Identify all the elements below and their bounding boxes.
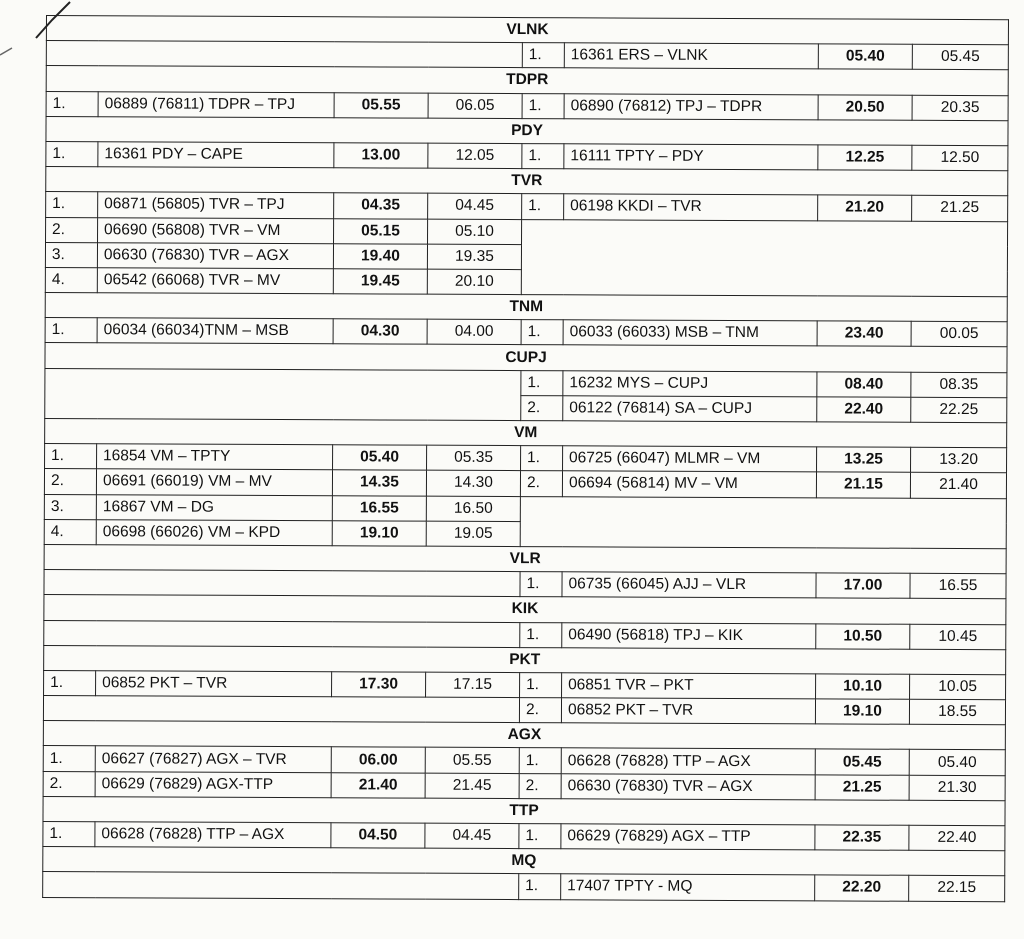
right-serial-number: 1. [522,194,564,219]
right-train-name: 06725 (66047) MLMR – VM [563,446,817,472]
left-serial-number: 1. [45,318,97,343]
right-serial-number: 1. [521,446,563,471]
right-serial-number: 1. [519,874,561,899]
right-arrival-time: 19.10 [815,699,909,725]
left-departure-time: 14.30 [426,471,520,497]
timetable-row [45,368,1007,397]
left-serial-number: 2. [46,217,98,242]
left-train-name: 06690 (56808) TVR – VM [98,217,334,243]
left-blank-cell [46,41,522,68]
right-arrival-time: 12.25 [818,145,912,171]
right-arrival-time: 10.50 [816,623,910,649]
left-train-name: 06628 (76828) TTP – AGX [95,822,331,848]
left-arrival-time: 05.55 [334,92,428,118]
right-departure-time: 05.45 [912,44,1008,70]
right-train-name: 16111 TPTY – PDY [564,144,818,170]
left-blank-cell [44,570,520,597]
right-arrival-time: 05.40 [818,44,912,70]
left-arrival-time: 06.00 [331,747,425,773]
station-code: TTP [43,796,1005,825]
left-departure-time: 12.05 [428,143,522,169]
left-arrival-time: 04.35 [334,193,428,219]
left-train-name: 16867 VM – DG [96,494,332,520]
right-serial-number: 2. [519,698,561,723]
right-departure-time: 00.05 [911,322,1007,348]
left-serial-number: 1. [46,192,98,217]
right-arrival-time: 22.40 [817,397,911,423]
left-departure-time: 16.50 [426,496,520,522]
station-code: TVR [46,167,1008,196]
right-departure-time: 22.40 [909,825,1005,851]
left-departure-time: 04.45 [425,823,519,849]
timetable-row [43,872,1005,901]
left-train-name: 06691 (66019) VM – MV [96,469,332,495]
right-train-name: 06852 PKT – TVR [561,698,815,724]
station-code: TNM [45,293,1007,322]
right-train-name: 06890 (76812) TPJ – TDPR [564,93,818,119]
left-train-name: 06542 (66068) TVR – MV [97,268,333,294]
right-train-name: 06033 (66033) MSB – TNM [563,320,817,346]
right-departure-time: 10.45 [910,624,1006,650]
left-train-name: 06871 (56805) TVR – TPJ [98,192,334,218]
left-arrival-time: 21.40 [331,772,425,798]
right-serial-number: 2. [520,471,562,496]
left-serial-number: 1. [44,670,96,695]
right-serial-number: 2. [519,773,561,798]
right-departure-time: 21.40 [910,473,1006,499]
right-arrival-time: 17.00 [816,573,910,599]
left-serial-number: 4. [44,519,96,544]
left-departure-time: 20.10 [427,269,521,295]
station-code: VM [45,418,1007,447]
right-train-name: 06851 TVR – PKT [562,673,816,699]
left-blank-cell [44,620,520,647]
right-train-name: 16361 ERS – VLNK [564,43,818,69]
left-departure-time: 19.05 [426,521,520,547]
right-departure-time: 22.25 [911,397,1007,423]
left-train-name: 06630 (76830) TVR – AGX [97,242,333,268]
left-arrival-time: 17.30 [332,672,426,698]
left-arrival-time: 05.40 [333,445,427,471]
left-arrival-time: 19.45 [333,269,427,295]
left-departure-time: 05.35 [427,445,521,471]
left-serial-number: 1. [43,821,95,846]
right-serial-number: 1. [519,824,561,849]
left-serial-number: 4. [45,267,97,292]
right-train-name: 06735 (66045) AJJ – VLR [562,572,816,598]
right-arrival-time: 08.40 [817,371,911,397]
right-departure-time: 08.35 [911,372,1007,398]
left-arrival-time: 13.00 [334,143,428,169]
left-serial-number: 2. [43,771,95,796]
left-blank-cell [43,872,519,899]
right-departure-time: 18.55 [909,699,1005,725]
right-departure-time: 21.30 [909,775,1005,801]
right-serial-number: 1. [522,93,564,118]
left-arrival-time: 14.35 [332,470,426,496]
right-arrival-time: 20.50 [818,94,912,120]
right-blank-cell [520,496,1006,548]
right-serial-number: 1. [521,370,563,395]
right-departure-time: 21.25 [912,196,1008,222]
right-train-name: 06198 KKDI – TVR [564,194,818,220]
left-train-name: 06034 (66034)TNM – MSB [97,318,333,344]
left-train-name: 06698 (66026) VM – KPD [96,519,332,545]
left-arrival-time: 19.10 [332,521,426,547]
left-serial-number: 3. [44,494,96,519]
left-departure-time: 19.35 [427,244,521,270]
left-train-name: 16854 VM – TPTY [97,444,333,470]
right-serial-number: 1. [519,748,561,773]
right-serial-number: 1. [520,622,562,647]
left-departure-time: 04.45 [428,193,522,219]
left-blank-cell [45,368,521,420]
right-serial-number: 1. [520,672,562,697]
train-timetable [42,15,1009,902]
station-code: KIK [44,595,1006,624]
right-train-name: 06694 (56814) MV – VM [562,471,816,497]
left-train-name: 06852 PKT – TVR [96,671,332,697]
station-code: MQ [43,847,1005,876]
left-arrival-time: 16.55 [332,495,426,521]
station-code: TDPR [46,66,1008,95]
right-serial-number: 2. [521,395,563,420]
right-train-name: 06628 (76828) TTP – AGX [561,748,815,774]
right-arrival-time: 21.15 [816,472,910,498]
left-train-name: 06629 (76829) AGX-TTP [95,771,331,797]
right-arrival-time: 22.20 [815,875,909,901]
left-serial-number: 2. [44,469,96,494]
left-serial-number: 1. [45,444,97,469]
right-serial-number: 1. [522,144,564,169]
right-departure-time: 12.50 [912,145,1008,171]
left-arrival-time: 05.15 [334,218,428,244]
right-arrival-time: 22.35 [815,825,909,851]
right-arrival-time: 13.25 [817,447,911,473]
left-arrival-time: 04.30 [333,319,427,345]
right-departure-time: 22.15 [909,876,1005,902]
station-code: VLNK [46,16,1008,45]
left-departure-time: 04.00 [427,319,521,345]
station-code: CUPJ [45,343,1007,372]
left-departure-time: 17.15 [426,672,520,698]
right-departure-time: 13.20 [911,447,1007,473]
right-departure-time: 20.35 [912,95,1008,121]
left-arrival-time: 19.40 [333,243,427,269]
left-departure-time: 05.55 [425,748,519,774]
left-train-name: 06889 (76811) TDPR – TPJ [98,91,334,117]
right-arrival-time: 05.45 [815,749,909,775]
left-departure-time: 05.10 [428,219,522,245]
left-arrival-time: 04.50 [331,823,425,849]
right-train-name: 06122 (76814) SA – CUPJ [563,396,817,422]
right-arrival-time: 23.40 [817,321,911,347]
left-serial-number: 1. [46,91,98,116]
right-arrival-time: 21.20 [818,195,912,221]
right-train-name: 06490 (56818) TPJ – KIK [562,622,816,648]
right-departure-time: 16.55 [910,573,1006,599]
station-code: PKT [44,645,1006,674]
right-departure-time: 05.40 [909,750,1005,776]
left-serial-number: 1. [43,746,95,771]
left-departure-time: 21.45 [425,773,519,799]
station-code: AGX [43,721,1005,750]
station-code: VLR [44,544,1006,573]
left-train-name: 06627 (76827) AGX – TVR [95,746,331,772]
right-arrival-time: 10.10 [816,674,910,700]
right-departure-time: 10.05 [910,674,1006,700]
left-blank-cell [43,696,519,723]
left-serial-number: 1. [46,141,98,166]
right-train-name: 06630 (76830) TVR – AGX [561,773,815,799]
right-serial-number: 1. [521,320,563,345]
left-serial-number: 3. [45,242,97,267]
right-train-name: 06629 (76829) AGX – TTP [561,824,815,850]
right-serial-number: 1. [522,43,564,68]
right-serial-number: 1. [520,572,562,597]
right-arrival-time: 21.25 [815,774,909,800]
right-train-name: 17407 TPTY - MQ [561,874,815,900]
station-code: PDY [46,116,1008,145]
left-train-name: 16361 PDY – CAPE [98,142,334,168]
right-train-name: 16232 MYS – CUPJ [563,370,817,396]
right-blank-cell [521,219,1007,297]
left-departure-time: 06.05 [428,93,522,119]
